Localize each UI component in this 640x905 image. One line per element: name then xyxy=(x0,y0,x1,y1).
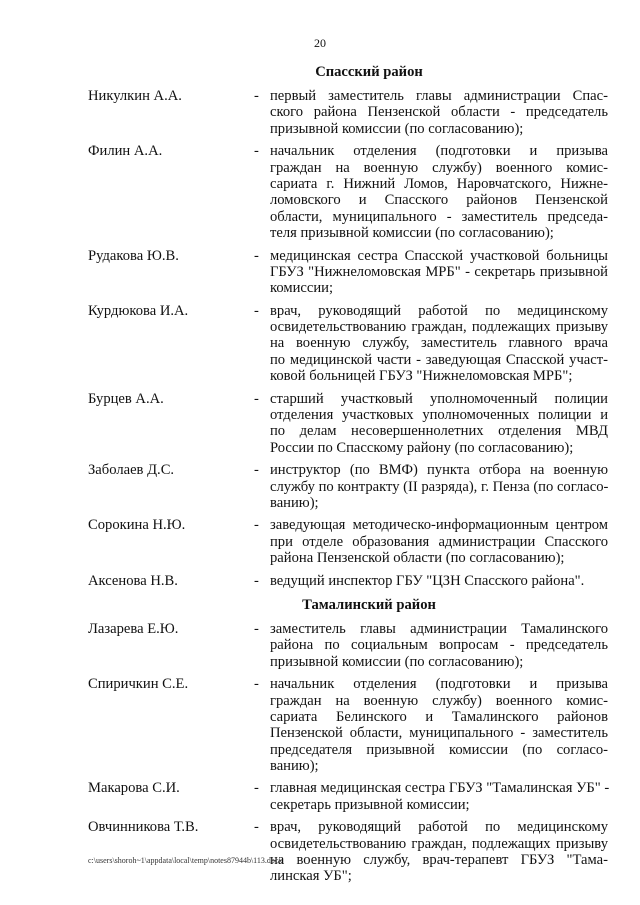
role-line: при отделе образования администрации Спасского xyxy=(270,533,608,550)
role-line: ванию); xyxy=(270,758,319,775)
dash-separator: - xyxy=(254,88,259,104)
role-line: на военную службу, врач-терапевт ГБУЗ "Тама- xyxy=(270,852,608,869)
role-line: медицинская сестра Спасской участковой больницы xyxy=(270,247,608,264)
role-line: заместитель главы администрации Тамалинского xyxy=(270,620,608,637)
dash-separator: - xyxy=(254,462,259,479)
role-line: врач, руководящий работой по медицинскому xyxy=(270,819,608,836)
member-name: Никулкин А.А. xyxy=(88,88,182,104)
member-entry xyxy=(88,517,608,566)
member-entry xyxy=(88,621,608,670)
role-line: инструктор (по ВМФ) пункта отбора на военную xyxy=(270,462,608,479)
role-line: Пензенской области, муниципального - заместитель xyxy=(270,725,608,742)
role-line: первый заместитель главы администрации Спас- xyxy=(270,88,608,104)
member-name: Курдюкова И.А. xyxy=(88,302,189,319)
document-file-path: c:\users\shoroh~1\appdata\local\temp\notes87944b\113.docx xyxy=(88,856,283,865)
member-name: Филин А.А. xyxy=(88,143,163,160)
role-line: призывной комиссии (по согласованию); xyxy=(270,653,524,670)
role-line: ломовского и Спасского районов Пензенской xyxy=(270,192,608,209)
dash-separator: - xyxy=(254,390,259,407)
role-line: ковой больницей ГБУЗ "Нижнеломовская МРБ"; xyxy=(270,368,573,385)
member-role xyxy=(270,621,608,670)
dash-separator: - xyxy=(254,572,259,589)
role-line: линская УБ"; xyxy=(270,868,352,885)
member-name: Аксенова Н.В. xyxy=(88,572,178,589)
role-line: ванию); xyxy=(270,494,319,511)
dash-separator: - xyxy=(254,143,259,160)
role-line: ского района Пензенской области - председатель xyxy=(270,104,608,121)
member-entry xyxy=(88,303,608,385)
role-line: по медицинской части - заведующая Спасской участ- xyxy=(270,351,608,368)
role-line: врач, руководящий работой по медицинскому xyxy=(270,302,608,319)
member-entry xyxy=(88,462,608,511)
role-line: отделения участковых уполномоченных полиции и xyxy=(270,407,608,424)
member-role xyxy=(270,391,608,457)
member-name: Овчинникова Т.В. xyxy=(88,819,199,836)
role-line: России по Спасскому району (по согласованию); xyxy=(270,439,574,456)
member-name: Бурцев А.А. xyxy=(88,390,164,407)
page-number: 20 xyxy=(314,36,326,50)
role-line: освидетельствованию граждан, подлежащих призыву xyxy=(270,835,608,852)
member-name: Заболаев Д.С. xyxy=(88,462,175,479)
role-line: комиссии; xyxy=(270,280,334,297)
member-entry xyxy=(88,143,608,241)
dash-separator: - xyxy=(254,780,259,797)
role-line: старший участковый уполномоченный полиции xyxy=(270,390,608,407)
member-role xyxy=(270,143,608,241)
member-entry xyxy=(88,391,608,457)
section-heading-tamalinsky: Тамалинский район xyxy=(302,596,436,613)
role-line: начальник отделения (подготовки и призыва xyxy=(270,676,608,693)
member-entry xyxy=(88,819,608,885)
role-line: призывной комиссии (по согласованию); xyxy=(270,120,524,137)
member-name: Сорокина Н.Ю. xyxy=(88,517,186,534)
role-line: области, муниципального - заместитель председа- xyxy=(270,208,608,225)
member-entry xyxy=(88,676,608,774)
role-line: главная медицинская сестра ГБУЗ "Тамалинская УБ" - xyxy=(270,780,610,797)
member-entry xyxy=(88,573,608,589)
dash-separator: - xyxy=(254,819,259,836)
dash-separator: - xyxy=(254,517,259,534)
member-role xyxy=(270,462,608,511)
dash-separator: - xyxy=(254,620,259,637)
member-role xyxy=(270,573,608,589)
dash-separator: - xyxy=(254,302,259,319)
role-line: секретарь призывной комиссии; xyxy=(270,796,470,813)
role-line: района по социальным вопросам - председатель xyxy=(270,637,608,654)
member-name: Рудакова Ю.В. xyxy=(88,247,179,264)
role-line: граждан на военную службу) военного комис- xyxy=(270,159,608,176)
role-line: на военную службу, заместитель главного врача xyxy=(270,335,608,352)
member-entry xyxy=(88,248,608,297)
role-line: освидетельствованию граждан, подлежащих призыву xyxy=(270,319,608,336)
member-name: Спиричкин С.Е. xyxy=(88,676,189,693)
role-line: ведущий инспектор ГБУ "ЦЗН Спасского района". xyxy=(270,572,585,589)
member-role xyxy=(270,819,608,885)
role-line: службу по контракту (II разряда), г. Пенза (по согласо- xyxy=(270,478,609,495)
member-name: Лазарева Е.Ю. xyxy=(88,620,179,637)
document-body xyxy=(88,62,608,891)
role-line: сариата Белинского и Тамалинского районов xyxy=(270,708,608,725)
member-entry xyxy=(88,780,608,813)
role-line: теля призывной комиссии (по согласованию); xyxy=(270,225,554,242)
member-role xyxy=(270,303,608,385)
member-role xyxy=(270,517,608,566)
member-role xyxy=(270,780,608,813)
member-name: Макарова С.И. xyxy=(88,780,180,797)
dash-separator: - xyxy=(254,247,259,264)
member-role xyxy=(270,676,608,774)
role-line: по делам несовершеннолетних отделения МВД xyxy=(270,423,608,440)
role-line: ГБУЗ "Нижнеломовская МРБ" - секретарь призывной xyxy=(270,263,608,280)
member-entry xyxy=(88,88,608,137)
member-role xyxy=(270,88,608,137)
dash-separator: - xyxy=(254,676,259,693)
role-line: сариата г. Нижний Ломов, Наровчатского, Нижне- xyxy=(270,175,608,192)
member-role xyxy=(270,248,608,297)
role-line: начальник отделения (подготовки и призыва xyxy=(270,143,608,160)
role-line: председателя призывной комиссии (по согласо- xyxy=(270,741,608,758)
section-heading-spassky: Спасский район xyxy=(315,64,423,80)
role-line: граждан на военную службу) военного комис- xyxy=(270,692,608,709)
role-line: заведующая методическо-информационным центром xyxy=(270,517,608,534)
role-line: района Пензенской области (по согласованию); xyxy=(270,550,565,567)
